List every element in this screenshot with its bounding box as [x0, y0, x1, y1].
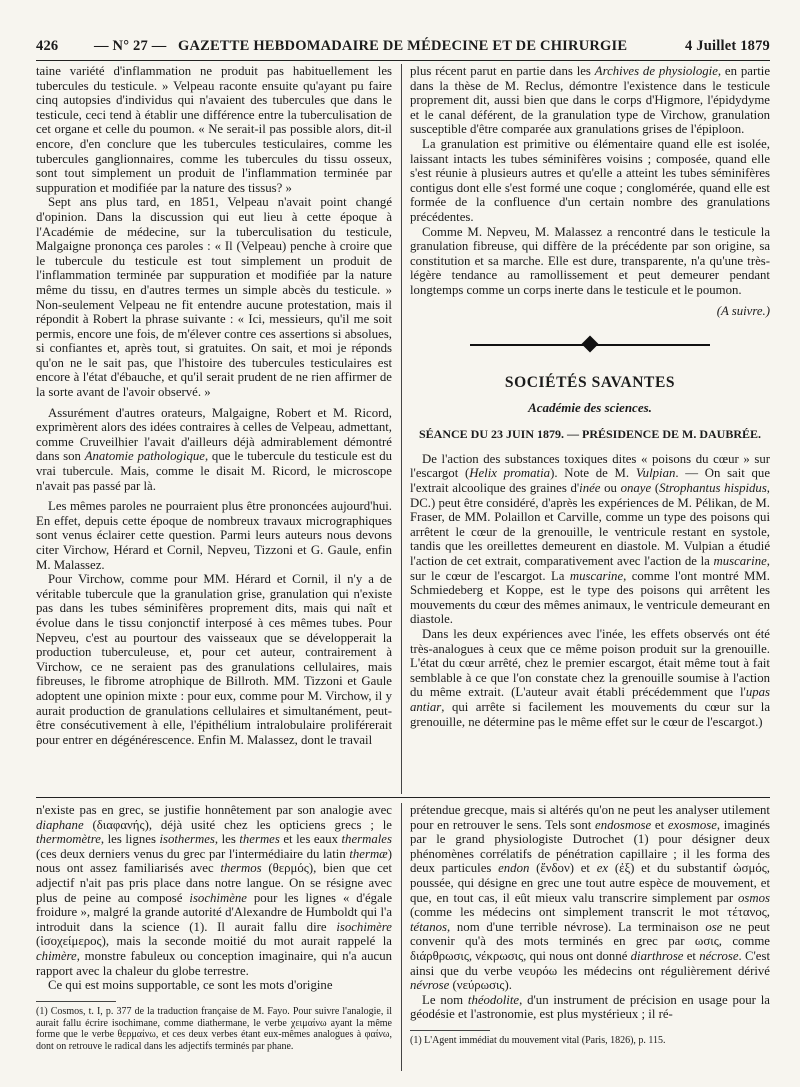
italic-term: muscarine [713, 554, 767, 569]
text: , qui arrête si facilement les mouvements du cœur sur la grenouille, ne détermine pas le même effet sur le cœur de l'escargot.) [410, 699, 770, 729]
text: . — On sait que l'extrait alcoolique des graines d' [410, 466, 771, 496]
paragraph: Sept ans plus tard, en 1851, Velpeau n'avait point changé d'opinion. Dans la discussion qui eut lieu à cette époque à l'Académie de médecine, sur la tuberculisation du testicule, Malgaigne prononça ces paroles : « Il (Velpeau) penche à croire que le tubercule du testicule est tout simplement un produit de l'inflammation terminée par suppuration et modifiée par la nature même du tissu, en d'autres termes un simple abcès du testicule. » Non-seulement Velpeau ne fit entendre aucune protestation, mais il répondit à Robert la phrase suivante : « Ici, messieurs, qu'il me soit permis, encore une fois, de m'élever contre ces assertions si absolues, si confiantes et, après tout, si gratuites. On sait, et moi je réponds qu'on ne le sait pas, que l'histoire des tubercules testiculaires est encore à l'état d'ébauche, et qu'il serait prudent de ne rien affirmer de la sorte avant de l'avoir observé. » [36, 195, 392, 400]
italic-term: chimère [36, 948, 77, 963]
italic-term: isochimène [189, 890, 247, 905]
text: , que le tubercule du testicule est du vrai tubercule. Mais, comme le disait M. Ricord, le microscope n'avait pas passé par là. [36, 449, 393, 493]
text: ) nous ont assez familiarisés avec [36, 846, 392, 876]
italic-term: Strophantus hispidus [659, 481, 767, 496]
text: , nom d'une terrible névrose). La terminaison [446, 919, 706, 934]
text: (ces deux derniers venus du grec par l'intermédiaire du latin [36, 846, 350, 861]
issue-date: 4 Juillet 1879 [685, 38, 770, 54]
text: et [651, 817, 668, 832]
text: , en partie dans la thèse de M. Reclus, démontre l'existence dans le testicule proprement dit, aussi bien que dans le corps d'Higmore, l'épidydyme et le canal déférent, de la granulation type de Virchow, granulation susceptible d'être comparée aux granulations grises de l'épiploon. [410, 64, 770, 137]
footnote-rule [410, 1030, 490, 1031]
text: . C'est ainsi que du verbe νευρόω les médecins ont régulièrement dérivé [410, 948, 770, 978]
text: plus récent parut en partie dans les [410, 64, 595, 78]
paragraph [36, 803, 392, 978]
italic-term: osmos [738, 890, 770, 905]
text: , DC.) peut être considéré, d'après les expériences de M. Pélikan, de M. Fraser, de MM. Polaillon et Carville, comme un type des poisons qui arrêtent le cœur de la grenouille, le ventricule restant en systole, tandis que les oreillettes demeurent en diastole. M. Vulpian a étudié l'action de cet extrait, comparativement avec l'action de la [410, 481, 770, 569]
text: pour les lignes « d'égale froidure », malgré la grande autorité d'Alexandre de Humboldt qui l'a introduit dans la science (1). Il aurait fallu dire [36, 890, 392, 934]
text: ou [600, 481, 621, 496]
text: Assurément d'autres orateurs, Malgaigne, Robert et M. Ricord, exprimèrent alors des idées contraires à celles de Velpeau, admettant, comme Cruveilhier l'avait d'ailleurs déjà admirablement démontré dans son [36, 405, 392, 464]
italic-term: nécrose [699, 948, 739, 963]
text: De l'action des substances toxiques dites « poisons du cœur » sur l'escargot ( [410, 451, 770, 481]
italic-term: thermes [239, 832, 280, 847]
paragraph [410, 993, 770, 1022]
italic-term: isochimère [336, 919, 392, 934]
italic-term: ex [596, 861, 609, 876]
text: ). Note de M. [550, 466, 636, 481]
to-be-continued: (A suivre.) [716, 303, 770, 318]
text: , comme l'ont montré MM. Schmiedeberg et Koppe, est le type des poisons qui arrêtent les mouvements du cœur des mêmes animaux, le ventricule demeurant en diastole. [410, 568, 770, 627]
italic-term: thermomètre [36, 832, 101, 847]
issue-number: — N° 27 — [94, 38, 167, 54]
paragraph [410, 64, 770, 137]
running-header [36, 38, 770, 60]
text: et les eaux [279, 832, 342, 847]
italic-term: muscarine [569, 568, 624, 583]
right-column [410, 64, 770, 729]
text: (νεύρωσις). [449, 978, 512, 993]
paragraph: Ce qui est moins supportable, ce sont les mots d'origine [48, 978, 333, 993]
text: (ἰσοχείμερος), mais la seconde moitié du mot aurait rappelé la [36, 934, 392, 949]
italic-term: thermæ [349, 846, 388, 861]
paragraph [410, 452, 770, 627]
footnote-rule [36, 1001, 116, 1002]
session-heading: SÉANCE DU 23 JUIN 1879. — PRÉSIDENCE DE M. DAUBRÉE. [418, 427, 762, 442]
article-separator [36, 797, 770, 798]
italic-term: upas antiar [410, 685, 770, 714]
footnote: (1) L'Agent immédiat du mouvement vital (Paris, 1826), p. 115. [410, 1034, 666, 1046]
paragraph [410, 803, 770, 993]
paragraph: Les mêmes paroles ne pourraient plus être prononcées aujourd'hui. En effet, depuis cette époque de nombreux travaux micrographiques sont venus éclairer cette question. Parmi leurs auteurs nous devons citer Virchow, Hérard et Cornil, Nepveu, Tizzoni et G. Gaule, enfin M. Malassez. [36, 499, 392, 572]
text: et [683, 948, 700, 963]
paragraph: La granulation est primitive ou élémentaire quand elle est isolée, laissant intacts les tubes séminifères voisins ; composée, quand elle s'est réunie à plusieurs autres et qu'elle a atteint les tubes séminifères contigus dont elle s'est formé une coque ; conglomérée, quand elle est formée de la confluence d'un certain nombre des granulations précédentes. [410, 136, 770, 224]
text: (διαφανής), déjà usité chez les opticiens grecs ; le [83, 817, 392, 832]
academy-title: Académie des sciences. [528, 399, 652, 415]
italic-term: névrose [410, 978, 450, 993]
paragraph [410, 627, 770, 729]
text: , d'un instrument de précision en usage pour la géodésie et l'astronomie, est plus mystérieux ; il ré- [410, 992, 770, 1022]
text: ne peut convenir qu'à des mots terminés en grec par ωσις, comme διάρθρωσις, νέκρωσις, qui nous ont donné [410, 919, 770, 963]
italic-term: inée [579, 481, 601, 496]
left-column [36, 64, 392, 747]
text: , monstre fabuleux ou conception imaginaire, qui n'a aucun rapport avec la chaleur du globe terrestre. [36, 948, 392, 978]
italic-term: endon [498, 861, 530, 876]
diamond-icon [582, 336, 599, 353]
author-name: Vulpian [635, 466, 676, 481]
page-number: 426 [36, 38, 59, 54]
italic-term: thermos [220, 861, 262, 876]
paragraph: Comme M. Nepveu, M. Malassez a rencontré dans le testicule la granulation fibreuse, qui diffère de la précédente par son origine, sa constitution et sa marche. Elle est dure, transparente, n'a qu'une très-légère tendance au ramollissement et peut demeurer pendant longtemps comme un corps inerte dans le testicule et le poumon. [410, 224, 770, 297]
paragraph: taine variété d'inflammation ne produit pas habituellement les tubercules du testicule. » Velpeau raconte ensuite qu'ayant pu faire cinq autopsies d'individus qui n'avaient des tubercules que dans le testicule, ceci tend à établir une différence entre la tuberculisation de cet organe et celle du poumon. « Ne serait-il pas possible alors, dit-il encore, d'en conclure que les tubercules testiculaires, comme les tubercules ganglionnaires, comme les tubercules du tissu osseux, sont tout simplement un produit de l'inflammation terminée par suppuration et modifiée par la nature des tissus? » [36, 64, 392, 195]
column-divider [401, 64, 402, 794]
italic-term: théodolite [467, 992, 520, 1007]
italic-term: tétanos [410, 919, 447, 934]
book-title: Anatomie pathologique [84, 449, 205, 464]
text: (ἐξ) et du substantif ὠσμός, poussée, qui désigne en grec une tout autre espèce de mouvement, et que, en tout cas, il eût mieux valu transcrire simplement par [410, 861, 770, 905]
italic-term: isothermes [159, 832, 215, 847]
italic-term: diarthrose [630, 948, 684, 963]
journal-ref: Archives de physiologie [594, 64, 718, 78]
paragraph [36, 406, 392, 494]
italic-term: onaye [620, 481, 652, 496]
italic-term: Helix promatia [469, 466, 551, 481]
text: (θερμός), bien que cet adjectif n'ait pas pris place dans notre langue. On se résigne avec plus de peine au composé [36, 861, 392, 905]
text: , les [214, 832, 240, 847]
text: ( [651, 481, 660, 496]
text: , sur le cœur de l'escargot. La [410, 554, 770, 583]
journal-title: GAZETTE HEBDOMADAIRE DE MÉDECINE ET DE CHIRURGIE [178, 38, 628, 54]
text: prétendue grecque, mais si altérés qu'on ne peut les analyser utilement pour en retrouver le sens. Tels sont [410, 803, 770, 832]
text: n'existe pas en grec, se justifie honnêtement par son analogie avec [36, 803, 392, 817]
text: Le nom [422, 992, 468, 1007]
bottom-left-column [36, 803, 392, 1053]
text: Dans les deux expériences avec l'inée, les effets observés ont été très-analogues à ceux que ce même poison produit sur la grenouille. L'état du cœur arrêté, chez le premier escargot, était même tout à fait semblable à ce que l'on constate chez la grenouille soumise à l'action du même extrait. (L'auteur avait établi précédemment que l' [410, 627, 770, 700]
column-divider [401, 803, 402, 1071]
italic-term: exosmose [667, 817, 717, 832]
italic-term: diaphane [36, 817, 84, 832]
italic-term: thermales [341, 832, 392, 847]
paragraph: Pour Virchow, comme pour MM. Hérard et Cornil, il n'y a de véritable tubercule que la granulation grise, granulation qui n'existe pas dans les tubes séminifères proprement dits, mais qui naît et évolue dans le tissu conjonctif interposé à ces mêmes tubes. Pour Nepveu, c'est au pourtour des vaisseaux que se développerait la production tuberculeuse, et, pour cet auteur, contrairement à Virchow, ce ne seraient pas des granulations cellulaires, mais fibreuses, le fibrome atrophique de Billroth. MM. Tizzoni et Gaule adoptent une opinion mixte : pour eux, comme pour M. Virchow, il y aurait production de granulations cellulaires et simultanément, peut-être consécutivement à elle, l'épithélium intralobulaire proliférerait pour entrer en dégénérescence. Enfin M. Malassez, dont le travail [36, 572, 392, 747]
bottom-right-column [410, 803, 770, 1047]
text: (comme les médecins ont simplement transcrit le mot τέτανος, [410, 905, 770, 920]
italic-term: ose [705, 919, 723, 934]
footnote: (1) Cosmos, t. I, p. 377 de la traduction française de M. Fayo. Pour suivre l'analogie, il aurait fallu écrire isochimane, comme diathermane, le verbe χειμαίνω ayant la même forme que le verbe θερμαίνω, et ces deux verbes étant eux-mêmes analogues à φαίνω, dont on retrouve le radical dans les adjectifs terminés par phane. [36, 1005, 392, 1053]
italic-term: endosmose [595, 817, 652, 832]
text: , les lignes [100, 832, 160, 847]
text: , imaginés par le grand physiologiste Dutrochet (1) pour désigner deux phénomènes corrélatifs de pénétration capillaire ; il les forma des deux particules [410, 817, 770, 876]
text: (ἔνδον) et [529, 861, 597, 876]
header-rule [36, 60, 770, 61]
section-title: SOCIÉTÉS SAVANTES [504, 374, 676, 392]
section-ornament [410, 332, 770, 358]
